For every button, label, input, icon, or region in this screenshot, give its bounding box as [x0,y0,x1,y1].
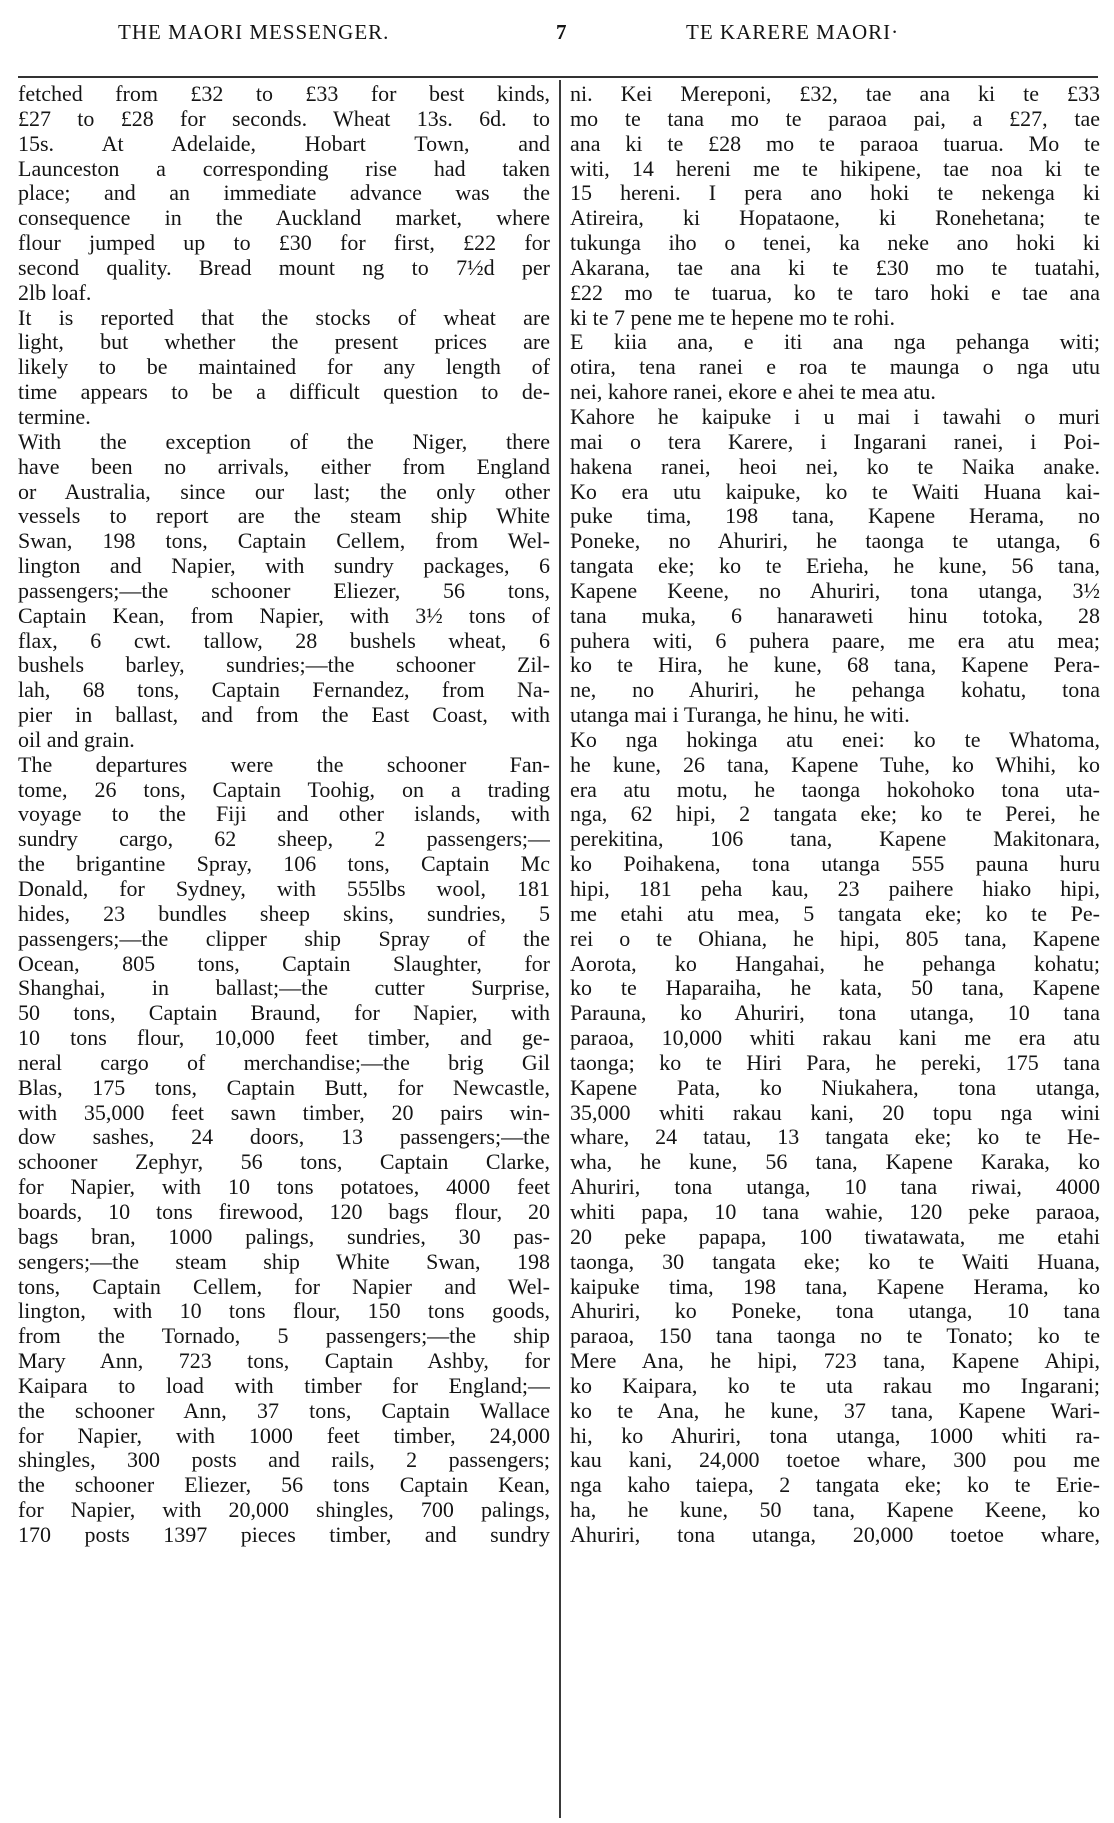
text-line: the schooner Eliezer, 56 tons Captain Kean, [18,1473,550,1498]
text-line: era atu motu, he taonga hokohoko tona uta- [570,777,1100,802]
text-line: tangata eke; ko te Erieha, he kune, 56 tana, [570,554,1100,579]
text-line: Launceston a corresponding rise had taken [18,156,550,181]
text-line: whiti papa, 10 tana wahie, 120 peke paraoa, [570,1199,1100,1224]
text-line: witi, 14 hereni me te hikipene, tae noa ki te [570,156,1100,181]
text-line: 15s. At Adelaide, Hobart Town, and [18,131,550,156]
text-line: puke tima, 198 tana, Kapene Herama, no [570,504,1100,529]
text-line: dow sashes, 24 doors, 13 passengers;—the [18,1125,550,1150]
text-line: time appears to be a difficult question to de- [18,380,550,405]
text-line: second quality. Bread mount ng to 7½d per [18,255,550,280]
text-line: puhera witi, 6 puhera paare, me era atu mea; [570,628,1100,653]
text-line: ko Poihakena, tona utanga 555 pauna huru [570,852,1100,877]
text-line: Ko nga hokinga atu enei: ko te Whatoma, [570,727,1100,752]
text-line: sundry cargo, 62 sheep, 2 passengers;— [18,827,550,852]
text-line: Akarana, tae ana ki te £30 mo te tuatahi, [570,255,1100,280]
masthead-maori: TE KARERE MAORI· [686,20,900,44]
text-line: termine. [18,404,91,429]
text-line: shingles, 300 posts and rails, 2 passengers; [18,1448,550,1473]
text-line: taonga, 30 tangata eke; ko te Waiti Huana, [570,1249,1100,1274]
text-line: ne, no Ahuriri, he pehanga kohatu, tona [570,678,1100,703]
text-line: utanga mai i Turanga, he hinu, he witi. [570,703,910,728]
text-line: Aorota, ko Hangahai, he pehanga kohatu; [570,951,1100,976]
text-line: tons, Captain Cellem, for Napier and Wel- [18,1274,550,1299]
text-line: mo te tana mo te paraoa pai, a £27, tae [570,106,1100,131]
text-line: ko te Hira, he kune, 68 tana, Kapene Pera- [570,653,1100,678]
text-line: lington and Napier, with sundry packages, 6 [18,554,550,579]
text-line: kaipuke tima, 198 tana, Kapene Herama, ko [570,1274,1100,1299]
text-line: 170 posts 1397 pieces timber, and sundry [18,1522,550,1547]
text-line: ni. Kei Mereponi, £32, tae ana ki te £33 [570,82,1100,106]
text-line: nga, 62 hipi, 2 tangata eke; ko te Perei, he [570,802,1100,827]
text-line: With the exception of the Niger, there [18,429,550,454]
text-line: the brigantine Spray, 106 tons, Captain Mc [18,852,550,877]
text-line: Ocean, 805 tons, Captain Slaughter, for [18,951,550,976]
text-line: he kune, 26 tana, Kapene Tuhe, ko Whihi, ko [570,752,1100,777]
text-line: Ahuriri, tona utanga, 10 tana riwai, 4000 [570,1175,1100,1200]
text-line: ko te Ana, he kune, 37 tana, Kapene Wari- [570,1398,1100,1423]
text-line: lah, 68 tons, Captain Fernandez, from Na- [18,678,550,703]
text-line: hides, 23 bundles sheep skins, sundries, 5 [18,901,550,926]
text-line: paraoa, 150 tana taonga no te Tonato; ko te [570,1324,1100,1349]
text-line: tana muka, 6 hanaraweti hinu totoka, 28 [570,603,1100,628]
text-line: Mary Ann, 723 tons, Captain Ashby, for [18,1349,550,1374]
text-line: mai o tera Karere, i Ingarani ranei, i Poi- [570,429,1100,454]
text-line: It is reported that the stocks of wheat are [18,305,550,330]
text-line: me etahi atu mea, 5 tangata eke; ko te Pe- [570,901,1100,926]
page-header [0,0,1114,70]
text-line: Kapene Pata, ko Niukahera, tona utanga, [570,1075,1100,1100]
text-line: passengers;—the schooner Eliezer, 56 tons, [18,578,550,603]
text-line: nga kaho taiepa, 2 tangata eke; ko te Erie- [570,1473,1100,1498]
text-line: paraoa, 10,000 whiti rakau kani me era atu [570,1026,1100,1051]
text-line: 10 tons flour, 10,000 feet timber, and ge- [18,1026,550,1051]
text-line: have been no arrivals, either from England [18,454,550,479]
text-line: for Napier, with 10 tons potatoes, 4000 feet [18,1175,550,1200]
text-line: Ko era utu kaipuke, ko te Waiti Huana kai- [570,479,1100,504]
text-line: bags bran, 1000 palings, sundries, 30 pas- [18,1224,550,1249]
text-line: 35,000 whiti rakau kani, 20 topu nga wini [570,1100,1100,1125]
text-line: Captain Kean, from Napier, with 3½ tons of [18,603,550,628]
text-line: Parauna, ko Ahuriri, tona utanga, 10 tana [570,1001,1100,1026]
text-line: hakena ranei, heoi nei, ko te Naika anake. [570,454,1100,479]
text-line: for Napier, with 1000 feet timber, 24,000 [18,1423,550,1448]
text-line: Kahore he kaipuke i u mai i tawahi o muri [570,404,1100,429]
text-line: E kiia ana, e iti ana nga pehanga witi; [570,330,1100,355]
text-line: bushels barley, sundries;—the schooner Zil- [18,653,550,678]
text-line: for Napier, with 20,000 shingles, 700 palings, [18,1498,550,1523]
text-line: ki te 7 pene me te hepene mo te rohi. [570,305,895,330]
text-line: kau kani, 24,000 toetoe whare, 300 pou me [570,1448,1100,1473]
text-line: Kapene Keene, no Ahuriri, tona utanga, 3½ [570,578,1100,603]
text-line: 20 peke papapa, 100 tiwatawata, me etahi [570,1224,1100,1249]
text-line: hipi, 181 peha kau, 23 paihere hiako hipi, [570,877,1100,901]
text-line: The departures were the schooner Fan- [18,752,550,777]
english-column [18,82,550,1820]
text-line: Atireira, ki Hopataone, ki Ronehetana; te [570,206,1100,231]
text-line: £22 mo te tuarua, ko te taro hoki e tae ana [570,280,1100,305]
header-rule [18,76,1098,78]
text-line: Shanghai, in ballast;—the cutter Surprise, [18,976,550,1001]
text-line: oil and grain. [18,727,135,752]
text-line: £27 to £28 for seconds. Wheat 13s. 6d. to [18,106,550,131]
text-line: whare, 24 tatau, 13 tangata eke; ko te He- [570,1125,1100,1150]
text-line: flour jumped up to £30 for first, £22 for [18,231,550,256]
text-line: likely to be maintained for any length of [18,355,550,380]
text-line: tukunga iho o tenei, ka neke ano hoki ki [570,231,1100,256]
text-line: Mere Ana, he hipi, 723 tana, Kapene Ahipi, [570,1349,1100,1374]
text-line: flax, 6 cwt. tallow, 28 bushels wheat, 6 [18,628,550,653]
text-line: Kaipara to load with timber for England;— [18,1373,550,1398]
text-line: vessels to report are the steam ship White [18,504,550,529]
text-line: nei, kahore ranei, ekore e ahei te mea atu. [570,380,936,405]
text-line: hi, ko Ahuriri, tona utanga, 1000 whiti ra- [570,1423,1100,1448]
text-line: Donald, for Sydney, with 555lbs wool, 181 [18,877,550,901]
text-line: ko te Haparaiha, he kata, 50 tana, Kapene [570,976,1100,1001]
text-line: from the Tornado, 5 passengers;—the ship [18,1324,550,1349]
text-line: 2lb loaf. [18,280,92,305]
text-line: schooner Zephyr, 56 tons, Captain Clarke, [18,1150,550,1175]
masthead-english: THE MAORI MESSENGER. [118,20,390,44]
page-number: 7 [556,20,567,44]
text-line: otira, tena ranei e roa te maunga o nga utu [570,355,1100,380]
text-line: the schooner Ann, 37 tons, Captain Wallace [18,1398,550,1423]
text-line: Swan, 198 tons, Captain Cellem, from Wel- [18,529,550,554]
text-line: or Australia, since our last; the only other [18,479,550,504]
text-line: rei o te Ohiana, he hipi, 805 tana, Kapene [570,926,1100,951]
text-line: neral cargo of merchandise;—the brig Gil [18,1050,550,1075]
text-line: 15 hereni. I pera ano hoki te nekenga ki [570,181,1100,206]
text-line: place; and an immediate advance was the [18,181,550,206]
text-line: pier in ballast, and from the East Coast, with [18,703,550,728]
text-line: ko Kaipara, ko te uta rakau mo Ingarani; [570,1373,1100,1398]
text-line: voyage to the Fiji and other islands, with [18,802,550,827]
text-line: Blas, 175 tons, Captain Butt, for Newcastle, [18,1075,550,1100]
text-line: taonga; ko te Hiri Para, he pereki, 175 tana [570,1050,1100,1075]
text-line: ha, he kune, 50 tana, Kapene Keene, ko [570,1498,1100,1523]
column-divider [559,80,561,1818]
text-line: Ahuriri, ko Poneke, tona utanga, 10 tana [570,1299,1100,1324]
text-line: wha, he kune, 56 tana, Kapene Karaka, ko [570,1150,1100,1175]
text-line: 50 tons, Captain Braund, for Napier, with [18,1001,550,1026]
text-line: tome, 26 tons, Captain Toohig, on a trading [18,777,550,802]
text-line: lington, with 10 tons flour, 150 tons goods, [18,1299,550,1324]
text-line: consequence in the Auckland market, where [18,206,550,231]
text-line: Poneke, no Ahuriri, he taonga te utanga, 6 [570,529,1100,554]
text-line: with 35,000 feet sawn timber, 20 pairs win- [18,1100,550,1125]
text-line: Ahuriri, tona utanga, 20,000 toetoe whare, [570,1522,1100,1547]
text-line: sengers;—the steam ship White Swan, 198 [18,1249,550,1274]
text-line: perekitina, 106 tana, Kapene Makitonara, [570,827,1100,852]
text-line: fetched from £32 to £33 for best kinds, [18,82,550,106]
text-line: light, but whether the present prices are [18,330,550,355]
text-line: ana ki te £28 mo te paraoa tuarua. Mo te [570,131,1100,156]
text-line: passengers;—the clipper ship Spray of the [18,926,550,951]
text-line: boards, 10 tons firewood, 120 bags flour, 20 [18,1199,550,1224]
maori-column [570,82,1100,1820]
